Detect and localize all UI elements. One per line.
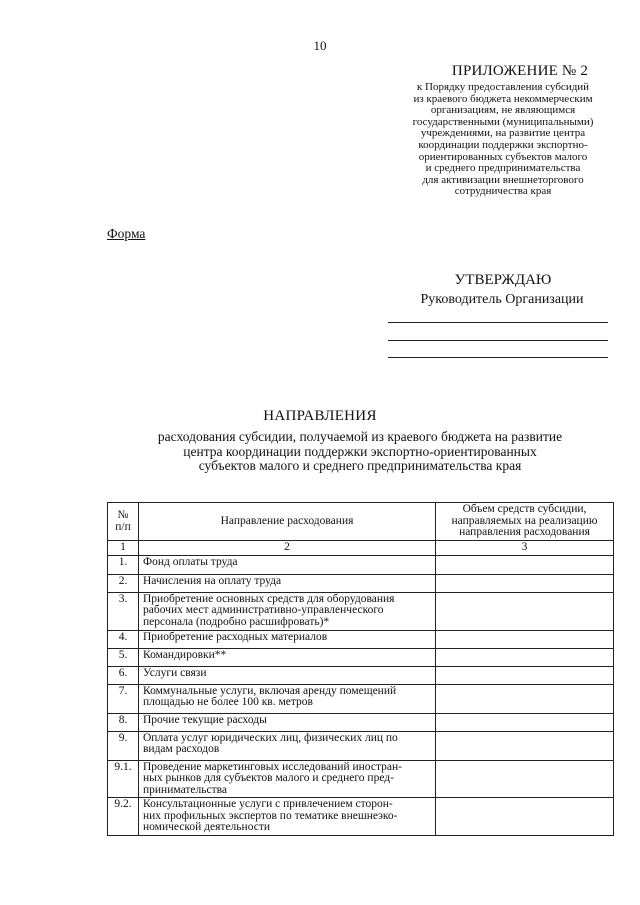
page-number: 10 [313,38,327,53]
expense-directions-table [107,502,614,836]
table-row [108,684,614,713]
appendix-description-line: для активизации внешнеторгового [422,173,584,186]
appendix-description [390,82,616,198]
column-number: 1 [108,541,139,556]
row-number: 5. [108,648,139,666]
approval-title: УТВЕРЖДАЮ [454,272,552,288]
document-title: НАПРАВЛЕНИЯ [263,408,377,424]
row-number: 9.2. [108,798,139,836]
header-line: Объем средств субсидии, [462,503,587,516]
table-row [108,555,614,574]
row-number: 4. [108,630,139,648]
row-direction [139,798,436,836]
signature-line[interactable] [388,322,608,323]
appendix-description-line: координации поддержки экспортно- [418,138,588,151]
row-amount-cell[interactable] [436,574,614,592]
table-row [108,713,614,731]
header-line: направляемых на реализацию [451,514,598,527]
table-header-row [108,503,614,541]
column-number-row [108,541,614,556]
table-row [108,760,614,798]
row-direction [139,731,436,760]
appendix-description-line: из краевого бюджета некоммерческим [413,92,593,105]
appendix-description-line: организациям, не являющимся [430,104,576,117]
row-direction [139,574,436,592]
signature-line[interactable] [388,340,608,341]
header-amount [436,503,614,541]
row-amount-cell[interactable] [436,666,614,684]
document-subtitle-line: субъектов малого и среднего предпринимательства края [198,458,522,473]
header-line: № [117,509,129,521]
header-line: Направление расходования [220,514,354,527]
row-amount-cell[interactable] [436,760,614,798]
row-number: 6. [108,666,139,684]
row-direction-line: видам расходов [143,743,220,755]
column-number: 2 [139,541,436,556]
form-label: Форма [107,226,146,241]
approval-subtitle: Руководитель Организации [420,292,584,307]
row-direction-line: рабочих мест административно-управленческого [143,604,384,616]
row-direction [139,760,436,798]
table-row [108,731,614,760]
appendix-description-line: учреждениями, на развитие центра [420,127,586,140]
row-number: 2. [108,574,139,592]
row-direction-line: Консультационные услуги с привлечением сторон- [143,798,393,810]
row-direction-line: Командировки** [143,648,227,661]
row-amount-cell[interactable] [436,684,614,713]
signature-line[interactable] [388,357,608,358]
row-direction [139,592,436,630]
table-row [108,648,614,666]
appendix-title: ПРИЛОЖЕНИЕ № 2 [451,63,589,79]
header-direction [139,503,436,541]
row-number: 9. [108,731,139,760]
row-direction-line: площадью не более 100 кв. метров [143,696,313,708]
row-number: 8. [108,713,139,731]
row-direction-line: Коммунальные услуги, включая аренду помещений [143,684,397,697]
header-line: п/п [115,520,131,533]
row-direction-line: ных рынков для субъектов малого и среднего пред- [143,772,394,784]
table-row [108,798,614,836]
row-direction-line: персонала (подробно расшифровать)* [143,615,330,628]
row-direction [139,713,436,731]
row-amount-cell[interactable] [436,648,614,666]
column-number: 3 [436,541,614,556]
header-number [108,503,139,541]
row-amount-cell[interactable] [436,555,614,574]
row-direction-line: Начисления на оплату труда [143,574,282,587]
row-direction-line: Проведение маркетинговых исследований иностран- [143,760,402,773]
header-line: направления расходования [459,526,590,539]
appendix-description-line: сотрудничества края [454,185,552,198]
row-direction-line: Услуги связи [143,666,207,679]
table-row [108,630,614,648]
appendix-description-line: к Порядку предоставления субсидий [416,81,590,93]
table-row [108,574,614,592]
appendix-description-line: государственными (муниципальными) [412,115,594,128]
table-row [108,592,614,630]
row-direction [139,630,436,648]
appendix-description-line: и среднего предпринимательства [425,162,581,175]
row-amount-cell[interactable] [436,630,614,648]
row-amount-cell[interactable] [436,798,614,836]
row-direction [139,555,436,574]
table-row [108,666,614,684]
row-amount-cell[interactable] [436,713,614,731]
table-body [108,555,614,836]
row-direction-line: номической деятельности [143,821,271,833]
row-number: 3. [108,592,139,630]
row-direction-line: Приобретение основных средств для оборудования [143,592,395,605]
row-direction-line: Прочие текущие расходы [143,713,267,726]
row-direction [139,666,436,684]
row-number: 1. [108,555,139,574]
document-subtitle-line: расходования субсидии, получаемой из краевого бюджета на развитие [157,429,563,444]
row-direction-line: Фонд оплаты труда [143,555,238,568]
document-subtitle [120,430,600,474]
appendix-description-line: ориентированных субъектов малого [418,150,588,163]
row-number: 7. [108,684,139,713]
row-number: 9.1. [108,760,139,798]
row-amount-cell[interactable] [436,731,614,760]
row-direction [139,648,436,666]
row-direction-line: них профильных экспертов по тематике внешнеэко- [143,809,398,822]
row-direction [139,684,436,713]
row-direction-line: принимательства [143,783,227,796]
row-direction-line: Оплата услуг юридических лиц, физических лиц по [143,731,398,744]
document-subtitle-line: центра координации поддержки экспортно-ориентированных [183,443,537,459]
row-amount-cell[interactable] [436,592,614,630]
row-direction-line: Приобретение расходных материалов [143,630,328,643]
